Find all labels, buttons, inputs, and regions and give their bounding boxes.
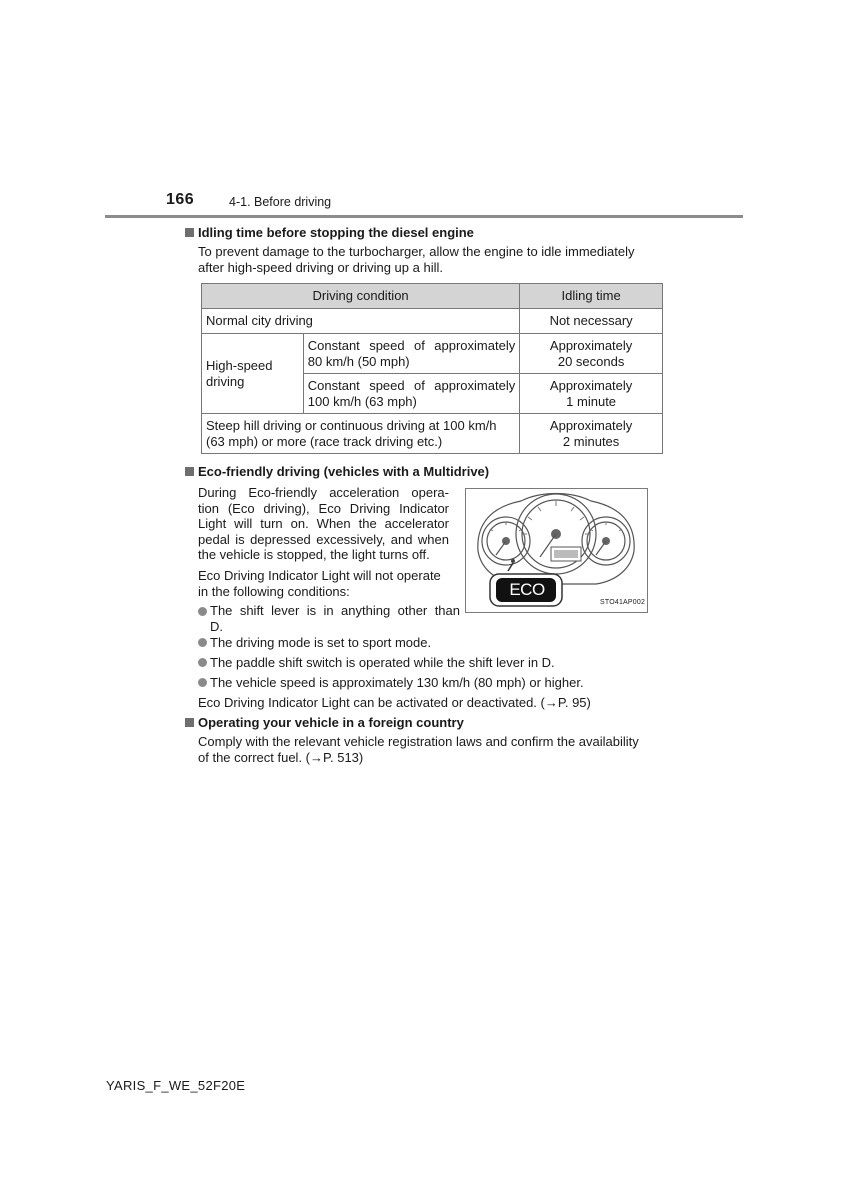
table-cell bbox=[520, 334, 663, 374]
idling-table bbox=[201, 283, 663, 454]
idling-heading-text: Idling time before stopping the diesel engine bbox=[198, 225, 474, 240]
eco-line: Light will turn on. When the accelerator bbox=[198, 516, 449, 531]
section-title: 4-1. Before driving bbox=[229, 195, 332, 209]
foreign-line: of the correct fuel. (→P. 513) bbox=[198, 750, 364, 765]
bullet-text: The paddle shift switch is operated while the shift lever in D. bbox=[210, 655, 555, 670]
footer-code: YARIS_F_WE_52F20E bbox=[106, 1078, 246, 1093]
square-bullet-icon bbox=[185, 467, 194, 476]
column-header-condition: Driving condition bbox=[202, 284, 520, 309]
eco-line: Eco Driving Indicator Light will not operate bbox=[198, 568, 441, 583]
table-cell bbox=[303, 374, 519, 414]
bullet-text: The shift lever is in anything other than bbox=[210, 603, 460, 618]
list-item bbox=[198, 603, 460, 635]
illustration-code: STO41AP002 bbox=[600, 599, 646, 606]
table-cell: Normal city driving bbox=[202, 309, 520, 334]
list-item bbox=[198, 635, 431, 651]
page-number: 166 bbox=[166, 191, 195, 208]
cell-line: 100 km/h (63 mph) bbox=[307, 393, 417, 409]
foreign-heading-text: Operating your vehicle in a foreign country bbox=[198, 715, 464, 730]
eco-line: tion (Eco driving), Eco Driving Indicator bbox=[198, 500, 449, 516]
eco-line: the vehicle is stopped, the light turns off. bbox=[198, 547, 430, 562]
cell-line: Approximately bbox=[549, 417, 633, 433]
square-bullet-icon bbox=[185, 228, 194, 237]
foreign-paragraph bbox=[198, 734, 639, 766]
header-rule bbox=[105, 215, 743, 218]
eco-closing: Eco Driving Indicator Light can be activated or deactivated. (→P. 95) bbox=[198, 695, 591, 710]
list-item bbox=[198, 675, 584, 691]
cell-line: 80 km/h (50 mph) bbox=[307, 353, 410, 369]
bullet-dot-icon bbox=[198, 607, 207, 616]
square-bullet-icon bbox=[185, 718, 194, 727]
eco-paragraph-2 bbox=[198, 568, 441, 600]
cell-line: 1 minute bbox=[566, 393, 617, 409]
column-header-time: Idling time bbox=[520, 284, 663, 309]
idling-intro-line: after high-speed driving or driving up a hill. bbox=[198, 260, 443, 275]
foreign-line: Comply with the relevant vehicle registration laws and confirm the availability bbox=[198, 734, 639, 749]
table-cell: Not necessary bbox=[520, 309, 663, 334]
table-cell bbox=[520, 414, 663, 454]
cell-line: (63 mph) or more (race track driving etc.) bbox=[206, 433, 443, 449]
instrument-cluster-illustration bbox=[465, 488, 648, 613]
eco-heading bbox=[185, 464, 489, 479]
table-cell bbox=[202, 414, 520, 454]
cell-line: Steep hill driving or continuous driving at 100 km/h bbox=[206, 417, 497, 433]
idling-intro bbox=[198, 244, 634, 276]
eco-badge-label: ECO bbox=[509, 580, 545, 599]
cell-line: Approximately bbox=[549, 337, 633, 353]
bullet-text: The vehicle speed is approximately 130 km/h (80 mph) or higher. bbox=[210, 675, 584, 690]
cell-line: Constant speed of approximately bbox=[307, 337, 516, 353]
eco-line: During Eco-friendly acceleration opera- bbox=[198, 485, 449, 500]
cell-line: 20 seconds bbox=[557, 353, 625, 369]
group-label-line: High-speed bbox=[206, 357, 273, 373]
eco-line: in the following conditions: bbox=[198, 584, 350, 599]
eco-heading-text: Eco-friendly driving (vehicles with a Multidrive) bbox=[198, 464, 490, 479]
bullet-dot-icon bbox=[198, 678, 207, 687]
foreign-heading bbox=[185, 715, 464, 730]
bullet-dot-icon bbox=[198, 638, 207, 647]
eco-paragraph-1 bbox=[198, 485, 449, 563]
cell-line: Approximately bbox=[549, 377, 633, 393]
idling-heading bbox=[185, 225, 474, 240]
bullet-line: D. bbox=[210, 619, 223, 634]
group-label-line: driving bbox=[206, 373, 245, 389]
bullet-text: The driving mode is set to sport mode. bbox=[210, 635, 432, 650]
cell-line: Constant speed of approximately bbox=[307, 377, 516, 393]
bullet-dot-icon bbox=[198, 658, 207, 667]
cell-line: 2 minutes bbox=[562, 433, 620, 449]
table-cell bbox=[303, 334, 519, 374]
table-cell bbox=[520, 374, 663, 414]
table-group-label bbox=[202, 334, 304, 414]
idling-intro-line: To prevent damage to the turbocharger, allow the engine to idle immediately bbox=[198, 244, 635, 259]
bullet-line bbox=[198, 603, 460, 619]
list-item bbox=[198, 655, 555, 671]
eco-line: pedal is depressed excessively, and when bbox=[198, 531, 449, 547]
